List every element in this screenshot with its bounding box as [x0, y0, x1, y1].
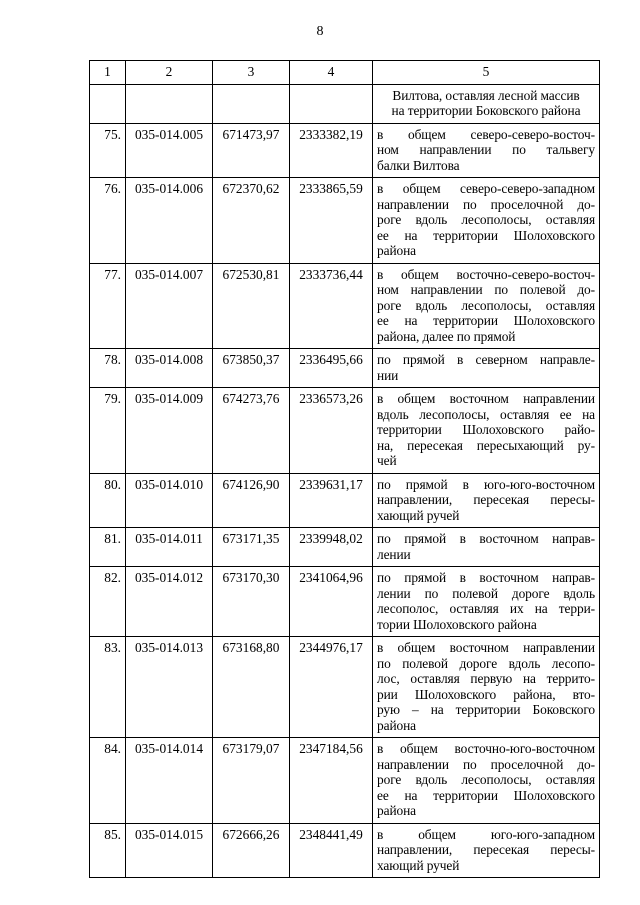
- row-number-cell: 76.: [90, 178, 126, 264]
- table-row: [90, 528, 600, 567]
- description-line: роге вдоль лесополосы, оставляя: [377, 297, 595, 313]
- table-row: [90, 388, 600, 474]
- description-line: в общем северо-северо-западном: [377, 181, 595, 196]
- coordinate-y-cell: 2348441,49: [290, 823, 373, 878]
- description-line: балки Вилтова: [377, 157, 460, 173]
- point-code-cell: 035-014.012: [126, 567, 213, 637]
- row-number-cell: 75.: [90, 123, 126, 178]
- continuation-row: [90, 84, 600, 123]
- coordinate-x-cell: 673168,80: [213, 637, 290, 738]
- boundary-description-cell: [373, 473, 600, 528]
- row-number-cell: 77.: [90, 263, 126, 349]
- boundary-description-cell: [373, 349, 600, 388]
- table-row: [90, 178, 600, 264]
- coordinate-x-cell: 674273,76: [213, 388, 290, 474]
- description-line: роге вдоль лесополосы, оставляя: [377, 772, 595, 787]
- description-line: рую – на территории Боковского: [377, 702, 595, 717]
- description-line: направлении, пересекая пересы-: [377, 842, 595, 857]
- column-header: 5: [373, 61, 600, 85]
- boundary-coordinates-table: [89, 60, 600, 878]
- coordinate-y-cell: 2347184,56: [290, 738, 373, 824]
- table-row: [90, 637, 600, 738]
- row-number-cell: 82.: [90, 567, 126, 637]
- point-code-cell: 035-014.014: [126, 738, 213, 824]
- row-number-cell: 85.: [90, 823, 126, 878]
- table-row: [90, 349, 600, 388]
- description-line: по прямой в восточном направ-: [377, 570, 595, 585]
- row-number-cell: 81.: [90, 528, 126, 567]
- boundary-description-cell: [373, 123, 600, 178]
- column-header: 1: [90, 61, 126, 85]
- description-line: хающий ручей: [377, 857, 460, 873]
- description-line: направлении по проселочной до-: [377, 756, 595, 772]
- description-line: территории Шолоховского райо-: [377, 422, 595, 437]
- row-number-cell: 78.: [90, 349, 126, 388]
- description-line: района: [377, 803, 417, 818]
- column-header: 2: [126, 61, 213, 85]
- boundary-description-cell: [373, 528, 600, 567]
- coordinate-x-cell: 674126,90: [213, 473, 290, 528]
- description-line: ном направлении по полевой до-: [377, 282, 595, 297]
- row-number-cell: 80.: [90, 473, 126, 528]
- description-line: района: [377, 243, 417, 258]
- point-code-cell: 035-014.009: [126, 388, 213, 474]
- table-row: [90, 738, 600, 824]
- page-number: 8: [316, 24, 324, 39]
- table-row: [90, 263, 600, 349]
- point-code-cell: 035-014.008: [126, 349, 213, 388]
- coordinate-x-cell: 671473,97: [213, 123, 290, 178]
- column-header: 3: [213, 61, 290, 85]
- column-header: 4: [290, 61, 373, 85]
- coordinate-y-cell: 2339631,17: [290, 473, 373, 528]
- description-line: чей: [377, 453, 397, 468]
- description-line: ее на территории Шолоховского: [377, 787, 595, 803]
- description-line: лос, оставляя первую на террито-: [377, 671, 595, 686]
- boundary-description-cell: [373, 637, 600, 738]
- coordinate-y-cell: 2336495,66: [290, 349, 373, 388]
- description-line: по прямой в юго-юго-восточном: [377, 476, 595, 492]
- point-code-cell: 035-014.010: [126, 473, 213, 528]
- coordinate-x-cell: [213, 84, 290, 123]
- description-line: роге вдоль лесополосы, оставляя: [377, 212, 595, 227]
- boundary-description-cell: [373, 388, 600, 474]
- description-line: в общем восточно-юго-восточном: [377, 741, 595, 756]
- point-code-cell: [126, 84, 213, 123]
- description-line: по полевой дороге вдоль лесопо-: [377, 655, 595, 671]
- boundary-description-cell: [373, 738, 600, 824]
- description-line: по прямой в северном направле-: [377, 352, 595, 367]
- description-line: вдоль лесополосы, оставляя ее на: [377, 406, 595, 422]
- table-row: [90, 473, 600, 528]
- table-row: [90, 567, 600, 637]
- coordinate-x-cell: 673179,07: [213, 738, 290, 824]
- description-line: в общем восточном направлении: [377, 640, 595, 655]
- description-line: хающий ручей: [377, 507, 460, 523]
- description-line: района, далее по прямой: [377, 328, 516, 344]
- coordinate-x-cell: 672530,81: [213, 263, 290, 349]
- description-line: нии: [377, 367, 399, 383]
- description-line: в общем восточно-северо-восточ-: [377, 266, 595, 282]
- coordinate-y-cell: [290, 84, 373, 123]
- description-line: направлении по проселочной до-: [377, 196, 595, 212]
- description-line: лесополос, оставляя их на терри-: [377, 601, 595, 616]
- description-line: на территории Боковского района: [391, 103, 581, 118]
- row-number-cell: 83.: [90, 637, 126, 738]
- point-code-cell: 035-014.007: [126, 263, 213, 349]
- description-line: в общем восточном направлении: [377, 391, 595, 406]
- row-number-cell: 84.: [90, 738, 126, 824]
- coordinate-x-cell: 673170,30: [213, 567, 290, 637]
- coordinate-x-cell: 672666,26: [213, 823, 290, 878]
- coordinate-y-cell: 2333865,59: [290, 178, 373, 264]
- description-line: в общем северо-северо-восточ-: [377, 126, 595, 142]
- coordinate-x-cell: 672370,62: [213, 178, 290, 264]
- boundary-description-cell: [373, 823, 600, 878]
- boundary-description-cell: [373, 178, 600, 264]
- description-line: ее на территории Шолоховского: [377, 313, 595, 328]
- coordinate-y-cell: 2333382,19: [290, 123, 373, 178]
- description-line: тории Шолоховского района: [377, 616, 537, 632]
- point-code-cell: 035-014.006: [126, 178, 213, 264]
- description-line: направлении, пересекая пересы-: [377, 492, 595, 507]
- row-number-cell: [90, 84, 126, 123]
- point-code-cell: 035-014.015: [126, 823, 213, 878]
- coordinate-y-cell: 2339948,02: [290, 528, 373, 567]
- coordinate-y-cell: 2333736,44: [290, 263, 373, 349]
- description-line: лении: [377, 546, 411, 562]
- table-row: [90, 823, 600, 878]
- point-code-cell: 035-014.005: [126, 123, 213, 178]
- description-line: ее на территории Шолоховского: [377, 227, 595, 243]
- coordinate-y-cell: 2341064,96: [290, 567, 373, 637]
- description-line: по прямой в восточном направ-: [377, 531, 595, 546]
- description-line: ном направлении по тальвегу: [377, 142, 595, 157]
- coordinate-x-cell: 673171,35: [213, 528, 290, 567]
- description-line: района: [377, 717, 417, 733]
- coordinate-y-cell: 2344976,17: [290, 637, 373, 738]
- boundary-description-cell: [373, 567, 600, 637]
- point-code-cell: 035-014.011: [126, 528, 213, 567]
- description-line: на, пересекая пересыхающий ру-: [377, 437, 595, 453]
- coordinate-x-cell: 673850,37: [213, 349, 290, 388]
- coordinate-y-cell: 2336573,26: [290, 388, 373, 474]
- boundary-description-cell: [373, 84, 600, 123]
- row-number-cell: 79.: [90, 388, 126, 474]
- description-line: лении по полевой дороге вдоль: [377, 585, 595, 601]
- table-header-row: [90, 61, 600, 85]
- point-code-cell: 035-014.013: [126, 637, 213, 738]
- boundary-description-cell: [373, 263, 600, 349]
- table-row: [90, 123, 600, 178]
- description-line: Вилтова, оставляя лесной массив: [392, 87, 580, 103]
- description-line: рии Шолоховского района, вто-: [377, 686, 595, 702]
- description-line: в общем юго-юго-западном: [377, 826, 595, 842]
